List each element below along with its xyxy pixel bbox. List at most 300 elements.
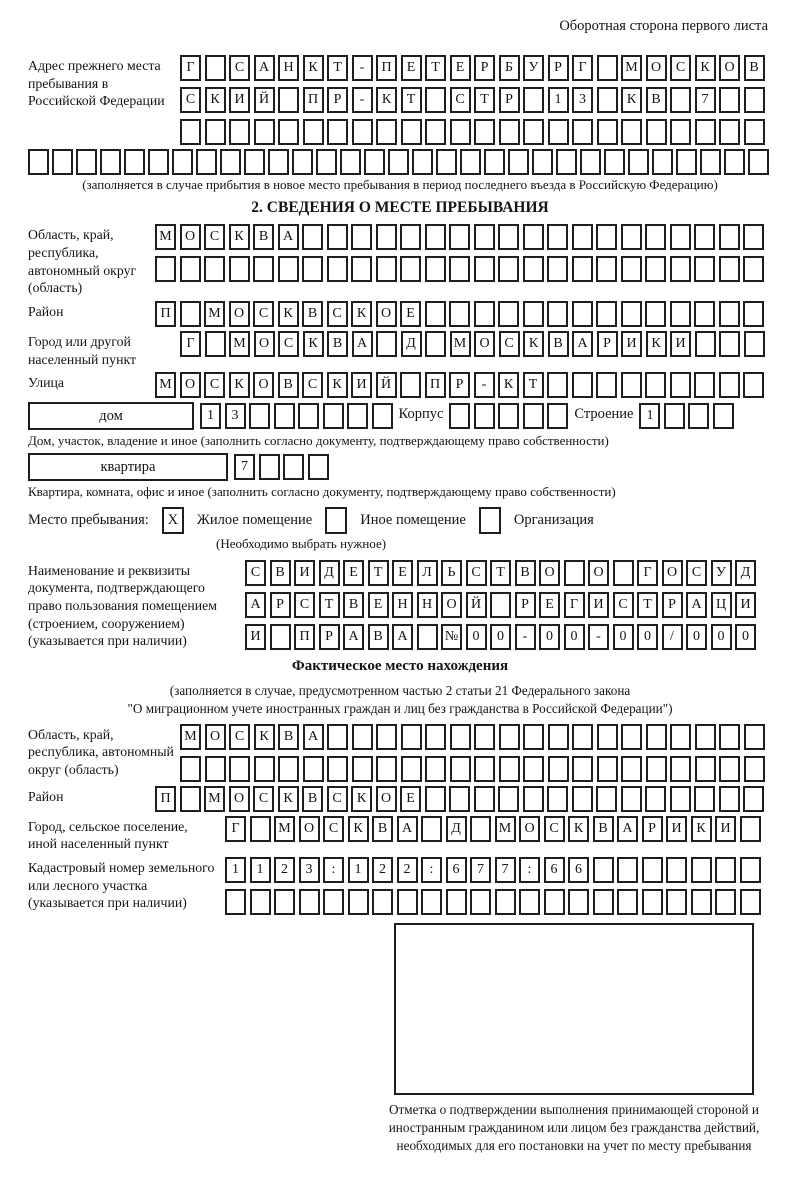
char-cell[interactable] [205,119,226,145]
char-cell[interactable]: 0 [539,624,560,650]
char-cell[interactable] [352,724,373,750]
char-cell[interactable] [645,256,666,282]
char-cell[interactable] [316,149,337,175]
char-cell[interactable] [670,256,691,282]
char-cell[interactable] [348,889,369,915]
char-cell[interactable]: П [155,301,176,327]
char-cell[interactable]: Р [270,592,291,618]
char-cell[interactable]: 3 [299,857,320,883]
char-cell[interactable] [323,889,344,915]
house-type-box[interactable]: дом [28,402,194,430]
char-cell[interactable] [421,816,442,842]
char-cell[interactable]: Е [400,786,421,812]
char-cell[interactable]: № [441,624,462,650]
char-cell[interactable]: И [245,624,266,650]
char-cell[interactable]: Й [376,372,397,398]
char-cell[interactable]: С [450,87,471,113]
char-cell[interactable]: 0 [564,624,585,650]
char-cell[interactable]: К [348,816,369,842]
char-cell[interactable] [691,889,712,915]
char-cell[interactable] [372,403,393,429]
char-cell[interactable] [547,301,568,327]
char-cell[interactable] [28,149,49,175]
char-cell[interactable]: У [711,560,732,586]
char-cell[interactable] [100,149,121,175]
char-cell[interactable] [642,857,663,883]
char-cell[interactable] [715,889,736,915]
char-cell[interactable]: : [421,857,442,883]
char-cell[interactable] [400,224,421,250]
char-cell[interactable]: 3 [572,87,593,113]
char-cell[interactable] [621,119,642,145]
char-cell[interactable] [180,756,201,782]
char-cell[interactable] [593,857,614,883]
char-cell[interactable] [376,224,397,250]
char-cell[interactable]: Г [637,560,658,586]
char-cell[interactable] [196,149,217,175]
char-cell[interactable] [604,149,625,175]
char-cell[interactable]: В [593,816,614,842]
char-cell[interactable] [364,149,385,175]
char-cell[interactable] [694,786,715,812]
char-cell[interactable] [645,301,666,327]
char-cell[interactable]: В [646,87,667,113]
char-cell[interactable]: Т [401,87,422,113]
char-cell[interactable]: Г [225,816,246,842]
char-cell[interactable]: 1 [250,857,271,883]
char-cell[interactable]: О [180,224,201,250]
char-cell[interactable]: О [376,301,397,327]
char-cell[interactable]: В [368,624,389,650]
char-cell[interactable] [229,119,250,145]
char-cell[interactable]: 1 [225,857,246,883]
char-cell[interactable] [278,87,299,113]
char-cell[interactable] [523,256,544,282]
char-cell[interactable] [376,119,397,145]
char-cell[interactable] [523,403,544,429]
char-cell[interactable]: Г [180,331,201,357]
char-cell[interactable] [180,119,201,145]
char-cell[interactable] [670,786,691,812]
char-cell[interactable] [547,786,568,812]
char-cell[interactable] [670,756,691,782]
char-cell[interactable]: С [229,724,250,750]
char-cell[interactable]: Р [642,816,663,842]
char-cell[interactable]: О [588,560,609,586]
char-cell[interactable]: 0 [637,624,658,650]
char-cell[interactable] [744,87,765,113]
char-cell[interactable]: О [539,560,560,586]
char-cell[interactable] [205,756,226,782]
char-cell[interactable]: С [670,55,691,81]
char-cell[interactable]: - [352,55,373,81]
char-cell[interactable] [744,119,765,145]
char-cell[interactable]: М [274,816,295,842]
char-cell[interactable] [470,816,491,842]
char-cell[interactable]: О [519,816,540,842]
char-cell[interactable] [621,224,642,250]
char-cell[interactable] [547,224,568,250]
char-cell[interactable]: С [278,331,299,357]
char-cell[interactable]: О [205,724,226,750]
char-cell[interactable] [564,560,585,586]
char-cell[interactable] [425,331,446,357]
char-cell[interactable] [499,119,520,145]
char-cell[interactable] [425,119,446,145]
char-cell[interactable] [124,149,145,175]
char-cell[interactable]: М [180,724,201,750]
char-cell[interactable] [670,87,691,113]
char-cell[interactable]: Р [515,592,536,618]
char-cell[interactable] [376,331,397,357]
char-cell[interactable] [352,756,373,782]
char-cell[interactable] [351,224,372,250]
char-cell[interactable] [719,786,740,812]
char-cell[interactable]: : [519,857,540,883]
char-cell[interactable] [498,224,519,250]
char-cell[interactable]: П [294,624,315,650]
char-cell[interactable] [547,372,568,398]
char-cell[interactable] [205,331,226,357]
char-cell[interactable] [417,624,438,650]
char-cell[interactable] [372,889,393,915]
char-cell[interactable]: 0 [711,624,732,650]
char-cell[interactable] [593,889,614,915]
char-cell[interactable]: 6 [446,857,467,883]
char-cell[interactable] [278,756,299,782]
char-cell[interactable] [670,372,691,398]
char-cell[interactable] [76,149,97,175]
char-cell[interactable] [596,256,617,282]
char-cell[interactable]: С [499,331,520,357]
char-cell[interactable] [323,403,344,429]
char-cell[interactable]: О [646,55,667,81]
char-cell[interactable]: С [294,592,315,618]
char-cell[interactable] [425,256,446,282]
char-cell[interactable]: В [302,301,323,327]
char-cell[interactable] [719,331,740,357]
char-cell[interactable]: В [253,224,274,250]
char-cell[interactable] [621,724,642,750]
char-cell[interactable]: Й [466,592,487,618]
char-cell[interactable]: В [515,560,536,586]
char-cell[interactable] [596,786,617,812]
char-cell[interactable] [597,756,618,782]
char-cell[interactable] [548,119,569,145]
checkbox-other-premises[interactable] [325,507,347,534]
char-cell[interactable]: 6 [544,857,565,883]
char-cell[interactable] [450,756,471,782]
char-cell[interactable] [254,119,275,145]
char-cell[interactable] [274,889,295,915]
char-cell[interactable] [470,889,491,915]
char-cell[interactable] [666,889,687,915]
char-cell[interactable]: Р [319,624,340,650]
char-cell[interactable]: Д [735,560,756,586]
char-cell[interactable] [376,756,397,782]
char-cell[interactable]: О [474,331,495,357]
char-cell[interactable]: Е [400,301,421,327]
char-cell[interactable]: К [229,372,250,398]
char-cell[interactable] [155,256,176,282]
char-cell[interactable]: 3 [225,403,246,429]
char-cell[interactable] [548,756,569,782]
char-cell[interactable]: О [441,592,462,618]
char-cell[interactable] [694,301,715,327]
char-cell[interactable] [302,224,323,250]
char-cell[interactable]: М [450,331,471,357]
char-cell[interactable] [446,889,467,915]
char-cell[interactable]: В [343,592,364,618]
char-cell[interactable] [676,149,697,175]
char-cell[interactable] [694,256,715,282]
char-cell[interactable] [547,256,568,282]
char-cell[interactable]: Н [392,592,413,618]
char-cell[interactable] [274,403,295,429]
char-cell[interactable] [548,724,569,750]
char-cell[interactable] [572,372,593,398]
char-cell[interactable] [628,149,649,175]
char-cell[interactable]: В [744,55,765,81]
char-cell[interactable] [449,224,470,250]
char-cell[interactable]: А [397,816,418,842]
char-cell[interactable]: А [617,816,638,842]
char-cell[interactable]: Н [278,55,299,81]
char-cell[interactable]: Е [368,592,389,618]
char-cell[interactable]: В [372,816,393,842]
char-cell[interactable] [302,256,323,282]
char-cell[interactable] [646,119,667,145]
char-cell[interactable] [670,301,691,327]
char-cell[interactable] [646,756,667,782]
char-cell[interactable]: Р [597,331,618,357]
char-cell[interactable]: В [327,331,348,357]
apartment-type-box[interactable]: квартира [28,453,228,481]
char-cell[interactable]: С [180,87,201,113]
char-cell[interactable] [719,724,740,750]
char-cell[interactable]: 0 [490,624,511,650]
char-cell[interactable] [652,149,673,175]
char-cell[interactable] [523,224,544,250]
char-cell[interactable] [250,816,271,842]
char-cell[interactable] [352,119,373,145]
char-cell[interactable]: И [351,372,372,398]
char-cell[interactable] [474,724,495,750]
char-cell[interactable] [532,149,553,175]
char-cell[interactable]: А [303,724,324,750]
char-cell[interactable]: 7 [234,454,255,480]
char-cell[interactable] [449,301,470,327]
char-cell[interactable] [523,786,544,812]
char-cell[interactable] [450,724,471,750]
char-cell[interactable] [572,301,593,327]
char-cell[interactable]: С [466,560,487,586]
char-cell[interactable] [474,403,495,429]
char-cell[interactable] [308,454,329,480]
char-cell[interactable]: 2 [397,857,418,883]
char-cell[interactable] [688,403,709,429]
char-cell[interactable] [508,149,529,175]
char-cell[interactable] [596,224,617,250]
char-cell[interactable] [283,454,304,480]
char-cell[interactable]: Б [499,55,520,81]
char-cell[interactable] [388,149,409,175]
char-cell[interactable]: Е [450,55,471,81]
char-cell[interactable]: Е [343,560,364,586]
char-cell[interactable]: О [299,816,320,842]
char-cell[interactable]: С [253,301,274,327]
char-cell[interactable] [327,724,348,750]
char-cell[interactable]: Т [319,592,340,618]
char-cell[interactable]: К [303,331,324,357]
char-cell[interactable]: В [270,560,291,586]
char-cell[interactable] [474,224,495,250]
char-cell[interactable]: А [392,624,413,650]
char-cell[interactable]: А [278,224,299,250]
char-cell[interactable] [719,87,740,113]
char-cell[interactable] [204,256,225,282]
char-cell[interactable]: К [278,301,299,327]
char-cell[interactable]: О [229,786,250,812]
char-cell[interactable] [460,149,481,175]
char-cell[interactable]: О [229,301,250,327]
char-cell[interactable] [743,224,764,250]
char-cell[interactable]: К [205,87,226,113]
char-cell[interactable] [621,756,642,782]
char-cell[interactable] [556,149,577,175]
char-cell[interactable]: М [155,372,176,398]
char-cell[interactable] [743,301,764,327]
char-cell[interactable]: - [588,624,609,650]
char-cell[interactable]: П [155,786,176,812]
char-cell[interactable] [523,87,544,113]
char-cell[interactable]: Н [417,592,438,618]
char-cell[interactable] [544,889,565,915]
char-cell[interactable] [691,857,712,883]
char-cell[interactable]: М [229,331,250,357]
checkbox-residential[interactable]: X [162,507,184,534]
char-cell[interactable] [450,119,471,145]
char-cell[interactable]: К [229,224,250,250]
char-cell[interactable]: - [515,624,536,650]
char-cell[interactable] [268,149,289,175]
char-cell[interactable] [340,149,361,175]
char-cell[interactable] [580,149,601,175]
char-cell[interactable]: И [666,816,687,842]
char-cell[interactable] [270,624,291,650]
char-cell[interactable] [695,756,716,782]
char-cell[interactable] [498,301,519,327]
char-cell[interactable] [694,372,715,398]
char-cell[interactable] [299,889,320,915]
char-cell[interactable]: П [376,55,397,81]
char-cell[interactable] [572,224,593,250]
char-cell[interactable] [254,756,275,782]
char-cell[interactable] [298,403,319,429]
char-cell[interactable]: Е [392,560,413,586]
char-cell[interactable]: И [294,560,315,586]
char-cell[interactable]: А [343,624,364,650]
char-cell[interactable]: : [323,857,344,883]
char-cell[interactable]: 0 [686,624,707,650]
char-cell[interactable] [572,756,593,782]
char-cell[interactable] [327,256,348,282]
char-cell[interactable]: 7 [470,857,491,883]
char-cell[interactable]: Т [490,560,511,586]
char-cell[interactable]: Р [548,55,569,81]
char-cell[interactable] [719,301,740,327]
char-cell[interactable]: - [474,372,495,398]
char-cell[interactable]: К [278,786,299,812]
char-cell[interactable] [670,724,691,750]
char-cell[interactable]: С [327,786,348,812]
char-cell[interactable]: С [544,816,565,842]
char-cell[interactable]: В [278,724,299,750]
char-cell[interactable] [244,149,265,175]
char-cell[interactable]: П [425,372,446,398]
char-cell[interactable] [278,119,299,145]
char-cell[interactable]: 1 [200,403,221,429]
char-cell[interactable]: М [155,224,176,250]
char-cell[interactable] [148,149,169,175]
char-cell[interactable]: Г [180,55,201,81]
char-cell[interactable]: И [621,331,642,357]
char-cell[interactable]: В [278,372,299,398]
char-cell[interactable] [229,756,250,782]
char-cell[interactable]: И [735,592,756,618]
char-cell[interactable] [220,149,241,175]
char-cell[interactable] [621,256,642,282]
char-cell[interactable] [645,786,666,812]
char-cell[interactable] [250,889,271,915]
char-cell[interactable] [327,119,348,145]
char-cell[interactable]: К [568,816,589,842]
char-cell[interactable]: Е [401,55,422,81]
char-cell[interactable] [474,256,495,282]
char-cell[interactable] [499,724,520,750]
char-cell[interactable]: С [245,560,266,586]
char-cell[interactable]: Й [254,87,275,113]
char-cell[interactable]: 0 [613,624,634,650]
char-cell[interactable] [52,149,73,175]
char-cell[interactable] [740,889,761,915]
char-cell[interactable] [249,403,270,429]
char-cell[interactable] [425,87,446,113]
char-cell[interactable]: И [715,816,736,842]
char-cell[interactable] [376,256,397,282]
char-cell[interactable] [421,889,442,915]
char-cell[interactable] [347,403,368,429]
char-cell[interactable]: - [352,87,373,113]
char-cell[interactable] [613,560,634,586]
char-cell[interactable] [523,724,544,750]
char-cell[interactable]: А [245,592,266,618]
char-cell[interactable] [474,786,495,812]
char-cell[interactable]: Ь [441,560,462,586]
char-cell[interactable] [645,224,666,250]
char-cell[interactable] [596,301,617,327]
char-cell[interactable]: / [662,624,683,650]
char-cell[interactable] [670,224,691,250]
char-cell[interactable] [670,119,691,145]
char-cell[interactable]: С [253,786,274,812]
char-cell[interactable]: К [327,372,348,398]
char-cell[interactable]: 1 [548,87,569,113]
char-cell[interactable]: И [670,331,691,357]
char-cell[interactable] [278,256,299,282]
char-cell[interactable]: Т [327,55,348,81]
char-cell[interactable] [397,889,418,915]
